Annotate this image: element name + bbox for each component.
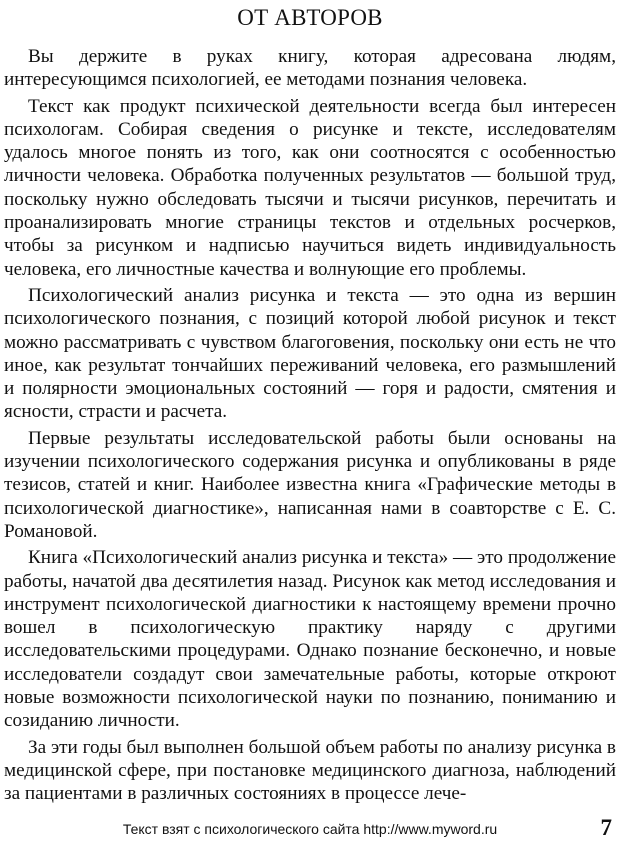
paragraph: Книга «Психологический анализ рисунка и текста» — это продолжение работы, начатой два десятилетия назад. Рисунок как метод исследования и инструмент психологической диагностики к настоящему времени прочно вошел в психологическую практику наряду с другими исследовательскими процедурами. Однако познание бесконечно, и новые исследователи создадут свои замечательные работы, которые откроют новые возможности психологической науки по познанию, пониманию и созиданию личности.	[4, 547, 616, 732]
page-number: 7	[600, 815, 612, 840]
body-text	[4, 45, 616, 809]
paragraph: Психологический анализ рисунка и текста — это одна из вершин психологического познания, с позиций которой любой рисунок и текст можно рассматривать с чувством благоговения, поскольку они есть не что иное, как результат тончайших переживаний человека, его размышлений и полярности эмоциональных состояний — горя и радости, смятения и ясности, страсти и расчета.	[4, 284, 616, 423]
paragraph: Первые результаты исследовательской работы были основаны на изучении психологического содержания рисунка и опубликованы в ряде тезисов, статей и книг. Наиболее известна книга «Графические методы в психологической диагностике», написанная нами в соавторстве с Е. С. Романовой.	[4, 427, 616, 542]
page-title: ОТ АВТОРОВ	[237, 5, 383, 30]
paragraph: Вы держите в руках книгу, которая адресована людям, интересующимся психологией, ее методами познания человека.	[4, 46, 616, 91]
paragraph: За эти годы был выполнен большой объем работы по анализу рисунка в медицинской сфере, при постановке медицинского диагноза, наблюдений за пациентами в различных состояниях в процессе лече-	[4, 736, 616, 805]
footer-source-note: Текст взят с психологического сайта http://www.myword.ru	[122, 821, 498, 837]
paragraph: Текст как продукт психической деятельности всегда был интересен психологам. Собирая сведения о рисунке и тексте, исследователям удалось многое понять из того, как они соотносятся с особенностью личности человека. Обработка полученных результатов — большой труд, поскольку нужно обследовать тысячи и тысячи рисунков, перечитать и проанализировать многие страницы текстов и отдельных росчерков, чтобы за рисунком и надписью научиться видеть индивидуальность человека, его личностные качества и волнующие его проблемы.	[4, 95, 616, 280]
